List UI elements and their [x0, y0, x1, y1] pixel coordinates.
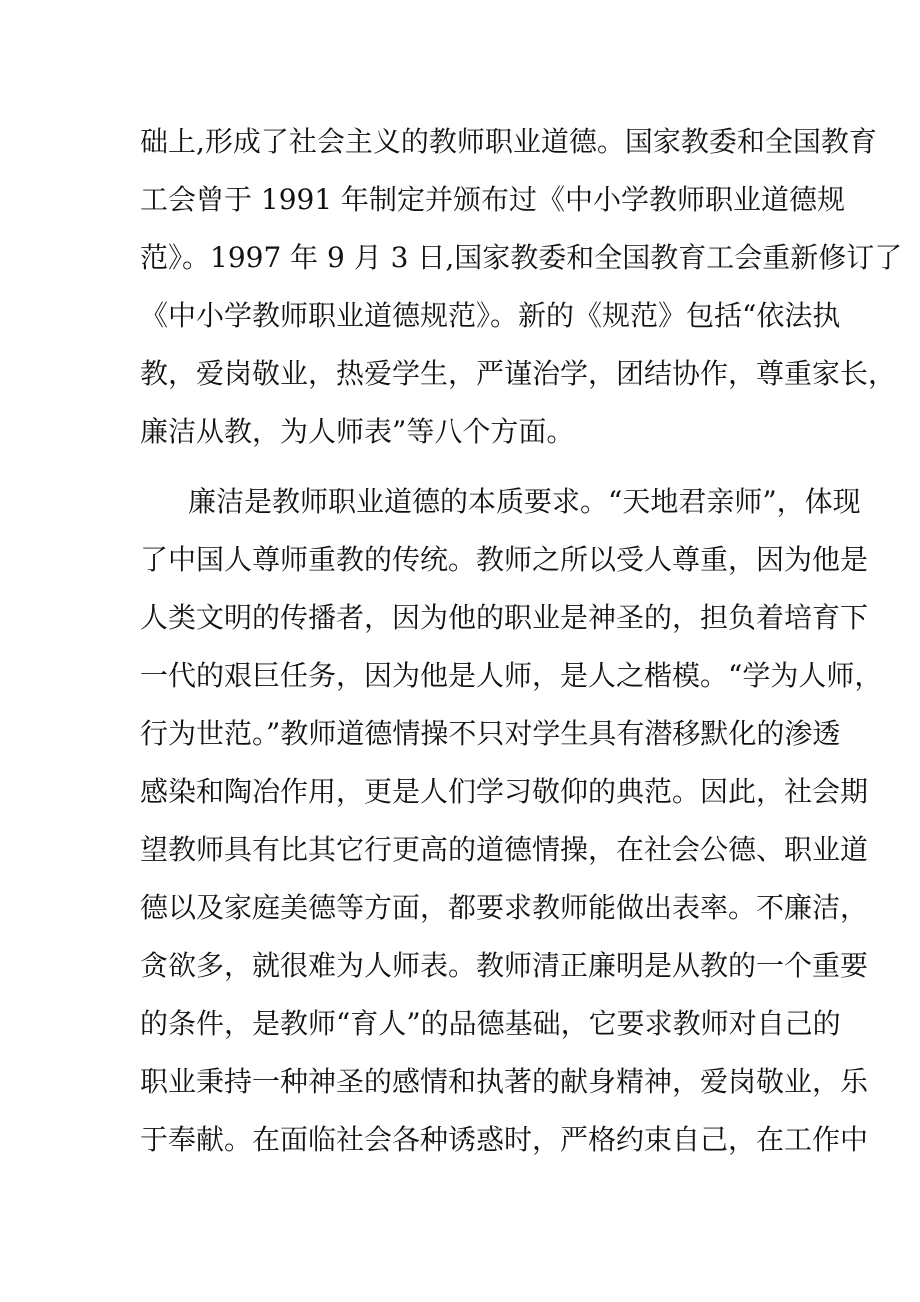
text-line: 德以及家庭美德等方面，都要求教师能做出表率。不廉洁，: [140, 891, 869, 924]
text-line: 望教师具有比其它行更高的道德情操，在社会公德、职业道: [140, 833, 869, 866]
text-line: 一代的艰巨任务，因为他是人师，是人之楷模。“学为人师，: [140, 659, 883, 692]
text-line: 础上,形成了社会主义的教师职业道德。国家教委和全国教育: [140, 125, 877, 158]
text-line: 感染和陶冶作用，更是人们学习敬仰的典范。因此，社会期: [140, 775, 869, 808]
text-line: 职业秉持一种神圣的感情和执著的献身精神，爱岗敬业，乐: [140, 1065, 869, 1098]
text-line: 的条件，是教师“育人”的品德基础，它要求教师对自己的: [140, 1007, 841, 1040]
text-line: 工会曾于 1991 年制定并颁布过《中小学教师职业道德规: [140, 183, 846, 216]
text-line: 行为世范。”教师道德情操不只对学生具有潜移默化的渗透: [140, 717, 841, 750]
text-line: 了中国人尊师重教的传统。教师之所以受人尊重，因为他是: [140, 543, 869, 576]
text-line: 贪欲多，就很难为人师表。教师清正廉明是从教的一个重要: [140, 949, 869, 982]
text-line: 人类文明的传播者，因为他的职业是神圣的，担负着培育下: [140, 601, 869, 634]
text-line: 《中小学教师职业道德规范》。新的《规范》包括“依法执: [140, 299, 841, 332]
text-line: 于奉献。在面临社会各种诱惑时，严格约束自己，在工作中: [140, 1123, 869, 1156]
text-line: 廉洁是教师职业道德的本质要求。“天地君亲师”，体现: [188, 485, 861, 518]
text-line: 廉洁从教，为人师表”等八个方面。: [140, 415, 575, 448]
text-line: 教，爱岗敬业，热爱学生，严谨治学，团结协作，尊重家长，: [140, 357, 897, 390]
text-line: 范》。1997 年 9 月 3 日,国家教委和全国教育工会重新修订了: [140, 241, 903, 274]
